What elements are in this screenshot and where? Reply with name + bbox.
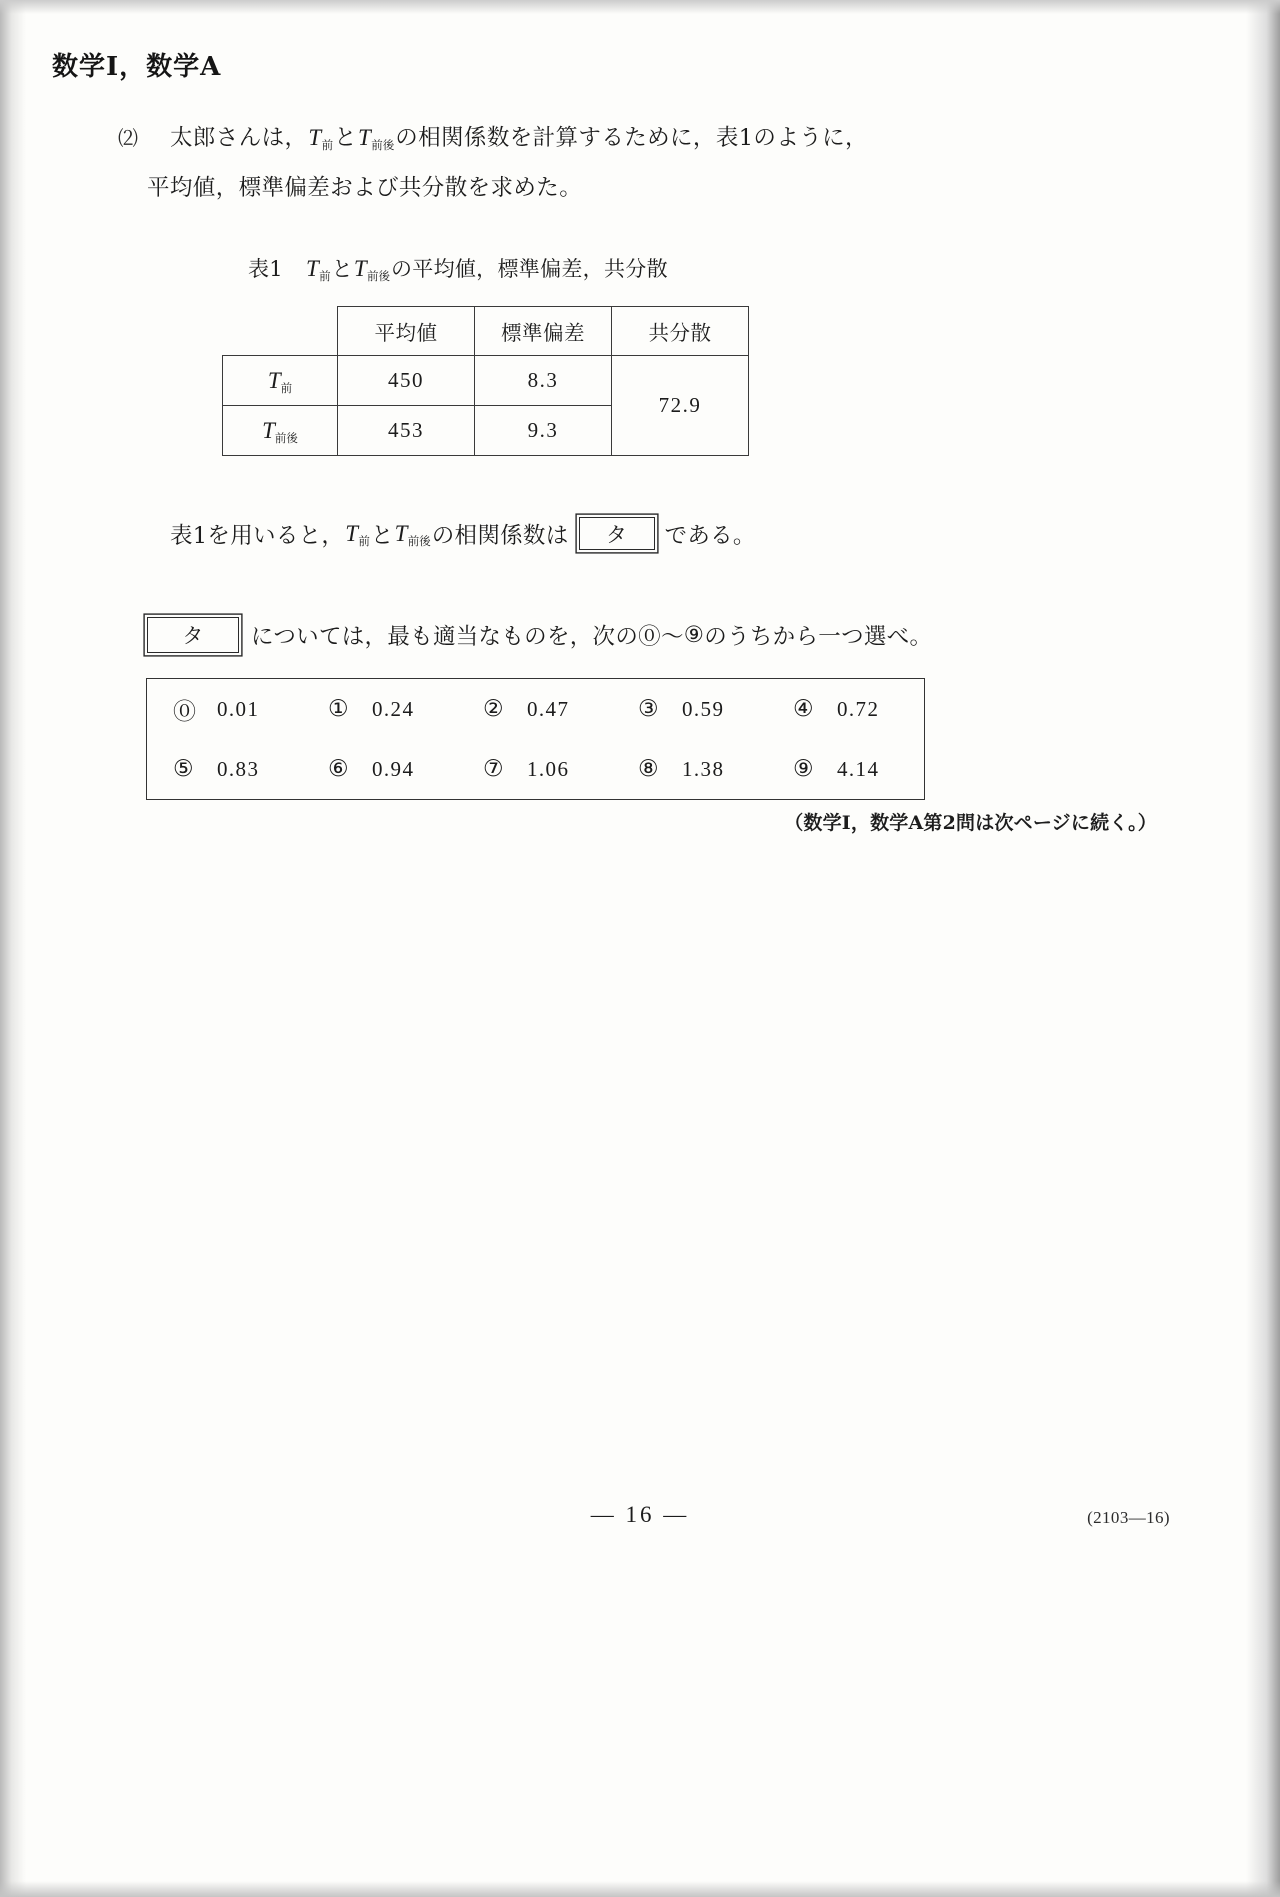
choices-row-bottom — [147, 739, 924, 799]
choice-value: 0.59 — [682, 696, 725, 721]
continue-note: （数学Ⅰ，数学A第2問は次ページに続く。） — [784, 812, 1157, 834]
choose-tilde: ～ — [660, 624, 684, 650]
answer-sentence — [170, 517, 756, 550]
choice-option-4[interactable] — [793, 696, 948, 722]
answer-sentence-tail: の相関係数は — [431, 522, 569, 549]
choice-marker: ⑥ — [328, 756, 349, 782]
table-row — [223, 356, 749, 406]
column-header-mean: 平均値 — [338, 307, 475, 356]
choose-slot-ta[interactable]: タ — [147, 617, 239, 653]
choose-mark-last: ⑨ — [683, 622, 705, 648]
choice-option-8[interactable] — [638, 756, 793, 782]
answer-sentence-mid: と — [370, 522, 394, 549]
column-header-sd: 標準偏差 — [475, 307, 612, 356]
row-header-t-mae — [223, 356, 338, 406]
choice-option-2[interactable] — [483, 696, 638, 722]
scan-edge-bottom — [0, 1881, 1280, 1897]
choice-option-1[interactable] — [328, 696, 483, 722]
scan-edge-top — [0, 0, 1280, 14]
choice-marker: ⑦ — [483, 756, 504, 782]
page-header-title: 数学Ⅰ，数学A — [52, 52, 222, 82]
scan-edge-left — [0, 0, 26, 1897]
page-code: (2103—16) — [1087, 1508, 1170, 1527]
choice-value: 1.38 — [682, 756, 725, 781]
statistics-table — [222, 306, 749, 456]
cell-mean-t-mae: 450 — [338, 356, 475, 406]
question-text-line-2: 平均値，標準偏差および共分散を求めた。 — [147, 175, 583, 201]
choice-value: 1.06 — [527, 756, 570, 781]
choice-marker: ③ — [638, 696, 659, 722]
cell-sd-t-maego: 9.3 — [475, 406, 612, 456]
choice-marker: ⑧ — [638, 756, 659, 782]
choice-option-9[interactable] — [793, 756, 948, 782]
row-variable-t-maego: $T_{前後}$ — [262, 417, 298, 445]
caption-variable-t-mae: $T_前$ — [305, 256, 331, 283]
table-caption — [248, 253, 668, 283]
table-caption-mid: と — [331, 257, 353, 281]
choice-option-0[interactable] — [173, 693, 328, 726]
question-text-part-a: 太郎さんは， — [170, 125, 308, 151]
choice-marker: ⑤ — [173, 756, 194, 782]
variable-t-mae: $T_前$ — [308, 125, 334, 152]
answer-sentence-prefix: 表1を用いると， — [170, 522, 345, 549]
question-text-line-1 — [170, 120, 868, 152]
choices-row-top — [147, 679, 924, 739]
choice-value: 0.94 — [372, 756, 415, 781]
answer-slot-ta[interactable]: タ — [579, 517, 655, 550]
choice-value: 0.01 — [217, 696, 260, 721]
table-corner-cell — [223, 307, 338, 356]
choice-option-3[interactable] — [638, 696, 793, 722]
answer-sentence-suffix: である。 — [664, 522, 756, 549]
caption-variable-t-maego: $T_{前後}$ — [353, 256, 390, 283]
answer-variable-t-maego: $T_{前後}$ — [394, 520, 431, 548]
question-text-part-b: と — [334, 125, 358, 151]
choice-marker: ④ — [793, 696, 814, 722]
choice-value: 0.47 — [527, 696, 570, 721]
column-header-covariance: 共分散 — [612, 307, 749, 356]
choice-marker: ② — [483, 696, 504, 722]
choose-mark-first: ⓪ — [638, 624, 661, 650]
table-caption-label: 表1 — [248, 257, 283, 281]
cell-covariance: 72.9 — [612, 356, 749, 456]
choice-value: 4.14 — [837, 756, 880, 781]
cell-mean-t-maego: 453 — [338, 406, 475, 456]
answer-variable-t-mae: $T_前$ — [345, 520, 370, 548]
choice-value: 0.83 — [217, 756, 260, 781]
choice-marker: ⓪ — [173, 698, 196, 725]
cell-sd-t-mae: 8.3 — [475, 356, 612, 406]
page-number: ― 16 ― — [590, 1502, 690, 1527]
question-text-part-c: の相関係数を計算するために，表1のように， — [395, 125, 868, 151]
choose-instruction-text-a: については，最も適当なものを，次の — [251, 624, 639, 650]
row-header-t-maego — [223, 406, 338, 456]
question-number: ⑵ — [118, 128, 138, 150]
variable-t-maego: $T_{前後}$ — [358, 125, 395, 152]
choice-option-7[interactable] — [483, 756, 638, 782]
row-variable-t-mae: $T_前$ — [267, 367, 293, 395]
choose-instruction-text-b: のうちから一つ選べ。 — [704, 624, 933, 650]
choice-option-5[interactable] — [173, 756, 328, 782]
choices-box — [146, 678, 925, 800]
choice-value: 0.24 — [372, 696, 415, 721]
choice-marker: ① — [328, 696, 349, 722]
choose-instruction — [147, 617, 932, 653]
choice-marker: ⑨ — [793, 756, 814, 782]
table-caption-tail: の平均値，標準偏差，共分散 — [390, 257, 668, 281]
scan-edge-right — [1246, 0, 1280, 1897]
choice-option-6[interactable] — [328, 756, 483, 782]
choice-value: 0.72 — [837, 696, 880, 721]
table-header-row — [223, 307, 749, 356]
